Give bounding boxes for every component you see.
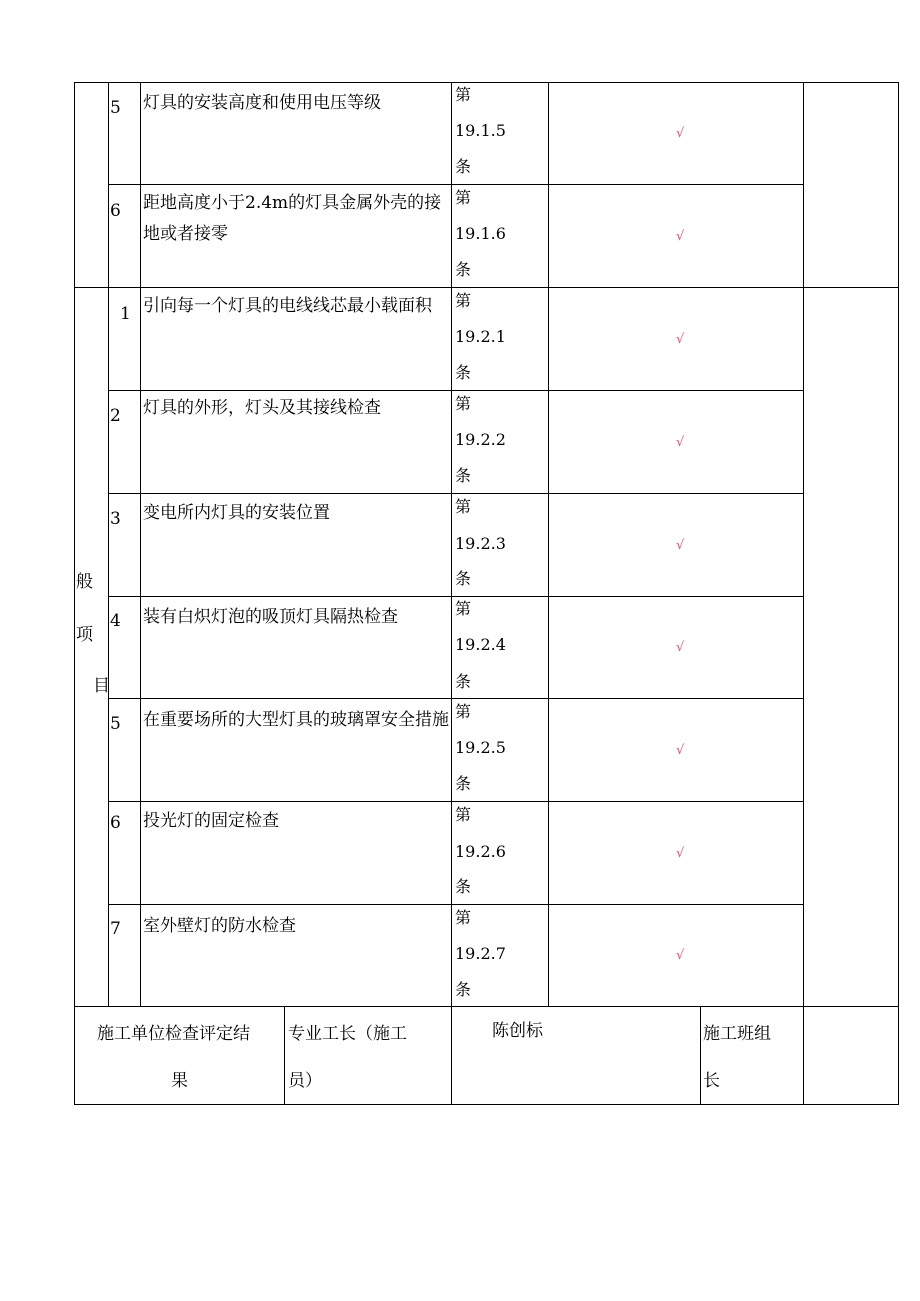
clause-ref-number: 19.2.6 <box>455 842 506 861</box>
row-number: 5 <box>110 98 121 118</box>
check-mark: √ <box>676 743 685 758</box>
clause-ref-number: 19.2.3 <box>455 534 506 553</box>
check-mark: √ <box>676 435 685 450</box>
label-char: 项 <box>76 625 93 645</box>
clause-ref-suffix: 条 <box>455 877 472 896</box>
item-description: 投光灯的固定检查 <box>143 811 279 831</box>
row-number: 6 <box>110 201 121 221</box>
foreman-label-line1: 专业工长（施工 <box>288 1024 407 1044</box>
clause-ref-suffix: 条 <box>455 363 472 382</box>
clause-ref-prefix: 第 <box>455 188 472 207</box>
clause-ref-number: 19.2.2 <box>455 430 506 449</box>
item-description: 灯具的外形，灯头及其接线检查 <box>143 398 381 418</box>
label-char: 般 <box>76 572 93 592</box>
table-border-bottom <box>74 1104 899 1105</box>
clause-ref-suffix: 条 <box>455 569 472 588</box>
clause-ref-prefix: 第 <box>455 599 472 618</box>
clause-ref-suffix: 条 <box>455 672 472 691</box>
check-mark: √ <box>676 846 685 861</box>
check-mark: √ <box>676 229 685 244</box>
item-description: 装有白炽灯泡的吸顶灯具隔热检查 <box>143 607 398 627</box>
col-divider <box>451 82 452 1105</box>
item-description: 距地高度小于2.4m的灯具金属外壳的接地或者接零 <box>143 193 442 244</box>
clause-ref-prefix: 第 <box>455 702 472 721</box>
item-description: 引向每一个灯具的电线线芯最小载面积 <box>143 296 432 316</box>
foreman-label-line2: 员） <box>288 1071 322 1091</box>
clause-ref-number: 19.2.1 <box>455 327 506 346</box>
clause-ref-suffix: 条 <box>455 980 472 999</box>
row-divider <box>108 904 803 905</box>
table-border-top <box>74 82 899 83</box>
row-number: 1 <box>120 304 131 324</box>
clause-ref-prefix: 第 <box>455 291 472 310</box>
clause-ref-number: 19.2.5 <box>455 738 506 757</box>
item-description: 灯具的安装高度和使用电压等级 <box>143 93 381 113</box>
clause-ref-number: 19.1.5 <box>455 121 506 140</box>
row-number: 5 <box>110 714 121 734</box>
col-divider <box>108 82 109 1006</box>
row-number: 3 <box>110 509 121 529</box>
col-divider <box>140 82 141 1006</box>
clause-ref-number: 19.2.4 <box>455 635 506 654</box>
table-border-right <box>898 82 899 1105</box>
clause-ref-prefix: 第 <box>455 497 472 516</box>
row-number: 2 <box>110 406 121 426</box>
row-divider <box>108 801 803 802</box>
col-divider <box>284 1006 285 1105</box>
row-divider <box>108 493 803 494</box>
item-description: 变电所内灯具的安装位置 <box>143 503 330 523</box>
row-number: 6 <box>110 813 121 833</box>
row-divider <box>108 390 803 391</box>
col-divider <box>803 82 804 1105</box>
clause-ref-prefix: 第 <box>455 908 472 927</box>
team-leader-label-line1: 施工班组 <box>703 1024 771 1044</box>
clause-ref-suffix: 条 <box>455 260 472 279</box>
col-divider <box>548 82 549 1006</box>
clause-ref-prefix: 第 <box>455 85 472 104</box>
foreman-name: 陈创标 <box>492 1021 543 1041</box>
row-divider <box>108 596 803 597</box>
check-mark: √ <box>676 126 685 141</box>
clause-ref-prefix: 第 <box>455 805 472 824</box>
footer-divider <box>74 1006 899 1007</box>
clause-ref-suffix: 条 <box>455 466 472 485</box>
item-description: 室外壁灯的防水检查 <box>143 916 296 936</box>
result-label-line1: 施工单位检查评定结 <box>97 1024 250 1044</box>
row-divider <box>108 698 803 699</box>
clause-ref-number: 19.1.6 <box>455 224 506 243</box>
col-divider <box>700 1006 701 1105</box>
clause-ref-prefix: 第 <box>455 394 472 413</box>
row-number: 4 <box>110 611 121 631</box>
check-mark: √ <box>676 538 685 553</box>
result-label-line2: 果 <box>171 1071 188 1091</box>
table-border-left <box>74 82 75 1105</box>
team-leader-label-line2: 长 <box>703 1071 720 1091</box>
row-divider <box>108 184 803 185</box>
item-description: 在重要场所的大型灯具的玻璃罩安全措施 <box>143 710 449 730</box>
clause-ref-suffix: 条 <box>455 157 472 176</box>
clause-ref-number: 19.2.7 <box>455 944 506 963</box>
row-number: 7 <box>110 919 121 939</box>
check-mark: √ <box>676 640 685 655</box>
section-divider <box>74 287 899 288</box>
check-mark: √ <box>676 948 685 963</box>
clause-ref-suffix: 条 <box>455 774 472 793</box>
label-char: 目 <box>93 676 110 696</box>
check-mark: √ <box>676 332 685 347</box>
